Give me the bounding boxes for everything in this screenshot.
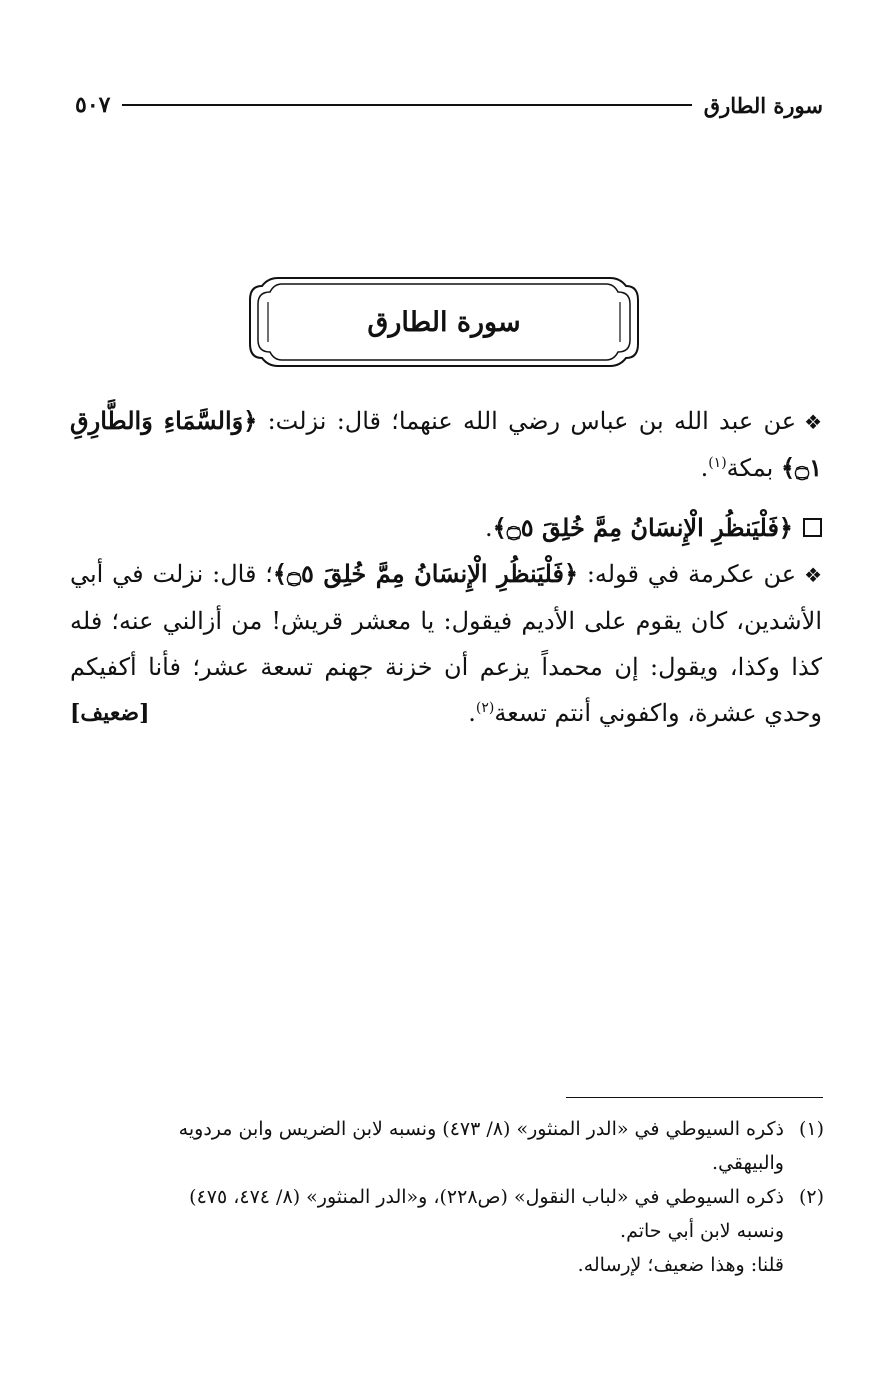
footnote-line: ونسبه لابن أبي حاتم. bbox=[620, 1220, 784, 1242]
footnote-reference[interactable]: (١) bbox=[708, 455, 727, 471]
footnote-separator bbox=[566, 1097, 823, 1098]
footnote-text bbox=[72, 1180, 784, 1282]
running-header bbox=[75, 88, 823, 122]
bullet-diamond-icon: ❖ bbox=[804, 563, 822, 587]
quran-verse: ﴿وَالسَّمَاءِ وَالطَّارِقِ ۝١﴾ bbox=[70, 406, 822, 482]
footnote-line: والبيهقي. bbox=[712, 1152, 784, 1174]
footnote-text bbox=[72, 1112, 784, 1180]
footnote-line: قلنا: وهذا ضعيف؛ لإرساله. bbox=[577, 1254, 784, 1276]
narration-text: ؛ قال: نزلت في أبي الأشدين، كان يقوم على الأديم فيقول: يا معشر قريش! من أزالني عنه؛ فله كذا وكذا، ويقول: إن محمداً يزعم أن خزنة جهنم تسعة عشر؛ فأنا أكفيكم وحدي عشرة، واكفوني أنتم تسعة bbox=[70, 560, 822, 727]
narration-text: عن عكرمة في قوله: bbox=[578, 560, 797, 588]
narration-paragraph bbox=[70, 398, 822, 491]
hadith-grade: [ضعيف] bbox=[70, 700, 150, 726]
narration-paragraph bbox=[70, 551, 822, 736]
full-stop: . bbox=[468, 699, 476, 727]
quran-verse: ﴿فَلْيَنظُرِ الْإِنسَانُ مِمَّ خُلِقَ ۝٥﴾ bbox=[492, 513, 793, 542]
quran-verse: ﴿فَلْيَنظُرِ الْإِنسَانُ مِمَّ خُلِقَ ۝٥﴾ bbox=[272, 559, 579, 588]
bullet-diamond-icon: ❖ bbox=[804, 410, 822, 434]
page-number: ٥٠٧ bbox=[75, 92, 111, 118]
footnote-reference[interactable]: (٢) bbox=[475, 700, 495, 716]
body-text bbox=[70, 398, 822, 736]
verse-heading bbox=[70, 505, 822, 551]
header-rule bbox=[122, 104, 691, 106]
narration-text: عن عبد الله بن عباس رضي الله عنهما؛ قال: نزلت: bbox=[257, 407, 797, 435]
footnote-number: (١) bbox=[798, 1118, 824, 1140]
surah-title-frame bbox=[248, 272, 640, 372]
narration-text: بمكة bbox=[726, 454, 781, 482]
square-box-icon bbox=[803, 518, 822, 537]
full-stop: . bbox=[700, 454, 709, 482]
footnote-1 bbox=[72, 1112, 824, 1180]
full-stop: . bbox=[485, 514, 493, 542]
footnotes bbox=[72, 1112, 824, 1282]
footnote-line: ذكره السيوطي في «الدر المنثور» (٨/ ٤٧٣) ونسبه لابن الضريس وابن مردويه bbox=[178, 1118, 784, 1140]
surah-title: سورة الطارق bbox=[367, 306, 521, 338]
footnote-2 bbox=[72, 1180, 824, 1282]
footnote-line: ذكره السيوطي في «لباب النقول» (ص٢٢٨)، و«الدر المنثور» (٨/ ٤٧٤، ٤٧٥) bbox=[189, 1186, 784, 1208]
footnote-number: (٢) bbox=[798, 1186, 824, 1208]
running-title: سورة الطارق bbox=[703, 92, 823, 118]
